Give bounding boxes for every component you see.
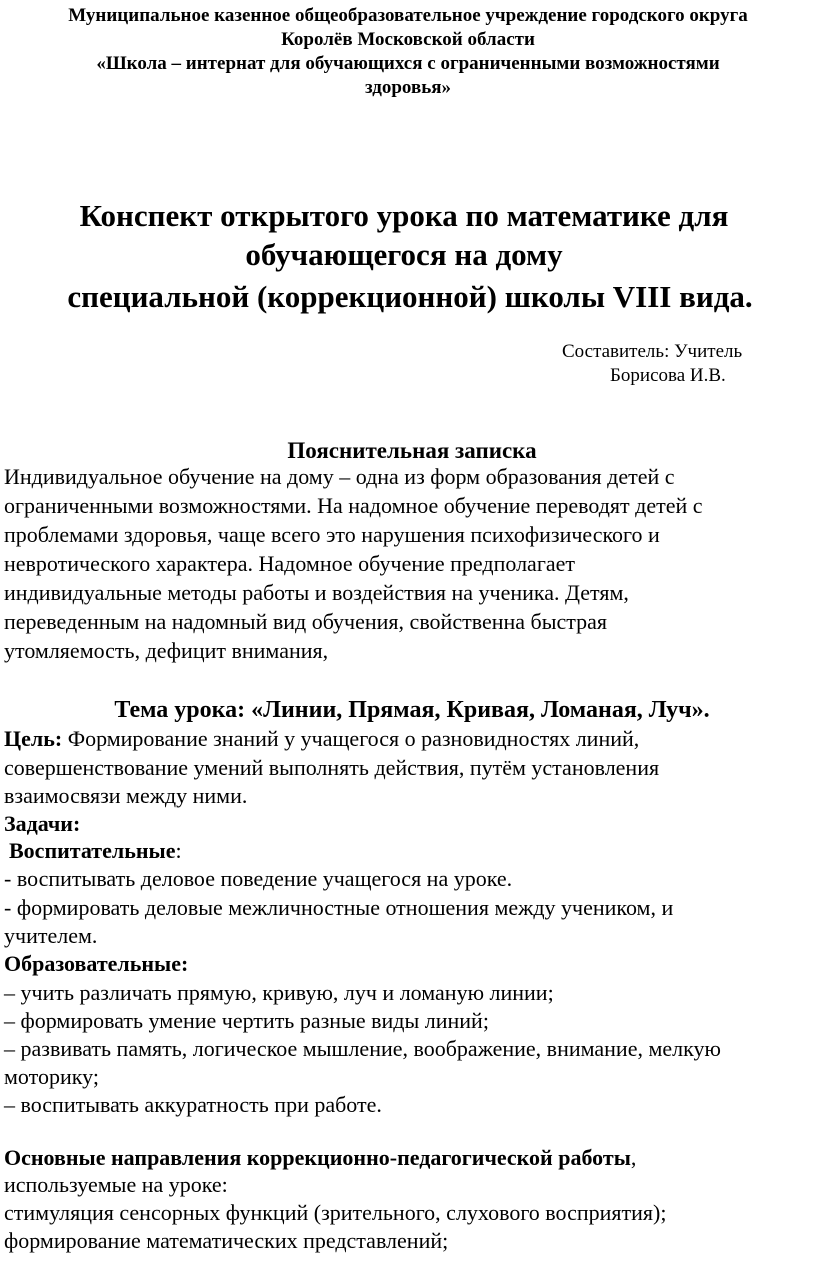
- upbringing-item: - воспитывать деловое поведение учащегося на уроке.: [4, 866, 513, 891]
- document-title-line-3: специальной (коррекционной) школы VIII вида.: [67, 279, 753, 314]
- educational-label: Образовательные:: [4, 951, 189, 976]
- goal-text-line: взаимосвязи между ними.: [4, 783, 248, 808]
- directions-item: формирование математических представлений;: [4, 1228, 449, 1253]
- directions-item: используемые на уроке:: [4, 1172, 228, 1197]
- educational-item: – воспитывать аккуратность при работе.: [4, 1092, 382, 1117]
- tasks-label: Задачи:: [4, 811, 81, 836]
- goal-text-line: совершенствование умений выполнять действия, путём установления: [4, 755, 660, 780]
- institution-line-3: «Школа – интернат для обучающихся с ограниченными возможностями: [96, 53, 720, 74]
- lesson-topic: Тема урока: «Линии, Прямая, Кривая, Ломаная, Луч».: [114, 697, 710, 723]
- directions-item: стимуляция сенсорных функций (зрительного, слухового восприятия);: [4, 1200, 667, 1225]
- note-text-line: ограниченными возможностями. На надомное обучение переводят детей с: [4, 493, 703, 518]
- goal-line: [4, 726, 639, 752]
- upbringing-item: учителем.: [4, 923, 98, 948]
- note-text-line: индивидуальные методы работы и воздействия на ученика. Детям,: [4, 580, 629, 605]
- directions-comma: ,: [630, 1145, 637, 1170]
- directions-heading: [4, 1145, 636, 1171]
- note-heading: Пояснительная записка: [287, 438, 537, 463]
- document-title-line-2: обучающегося на дому: [245, 237, 563, 272]
- upbringing-label: Воспитательные: [9, 838, 176, 863]
- note-text-line: невротического характера. Надомное обучение предполагает: [4, 551, 575, 576]
- institution-line-2: Королёв Московской области: [281, 29, 535, 50]
- educational-item: – учить различать прямую, кривую, луч и ломаную линии;: [4, 980, 554, 1005]
- directions-label: Основные направления коррекционно-педагогической работы: [4, 1145, 631, 1170]
- note-text-line: Индивидуальное обучение на дому – одна из форм образования детей с: [4, 464, 675, 489]
- upbringing-heading: [9, 838, 182, 864]
- institution-line-1: Муниципальное казенное общеобразовательное учреждение городского округа: [68, 5, 748, 26]
- institution-line-4: здоровья»: [364, 77, 452, 98]
- educational-item: – развивать память, логическое мышление, воображение, внимание, мелкую: [4, 1036, 721, 1061]
- educational-item: моторику;: [4, 1064, 99, 1089]
- goal-label: Цель:: [4, 726, 63, 751]
- author-name: Борисова И.В.: [610, 365, 726, 386]
- upbringing-item: - формировать деловые межличностные отношения между учеником, и: [4, 895, 674, 920]
- note-text-line: проблемами здоровья, чаще всего это нарушения психофизического и: [4, 522, 660, 547]
- note-text-line: утомляемость, дефицит внимания,: [4, 638, 329, 663]
- note-text-line: переведенным на надомный вид обучения, свойственна быстрая: [4, 609, 608, 634]
- author-role: Составитель: Учитель: [562, 341, 743, 362]
- educational-item: – формировать умение чертить разные виды линий;: [4, 1008, 489, 1033]
- goal-text: Формирование знаний у учащегося о разновидностях линий,: [62, 726, 640, 751]
- upbringing-colon: :: [175, 838, 182, 863]
- document-title-line-1: Конспект открытого урока по математике для: [79, 198, 729, 233]
